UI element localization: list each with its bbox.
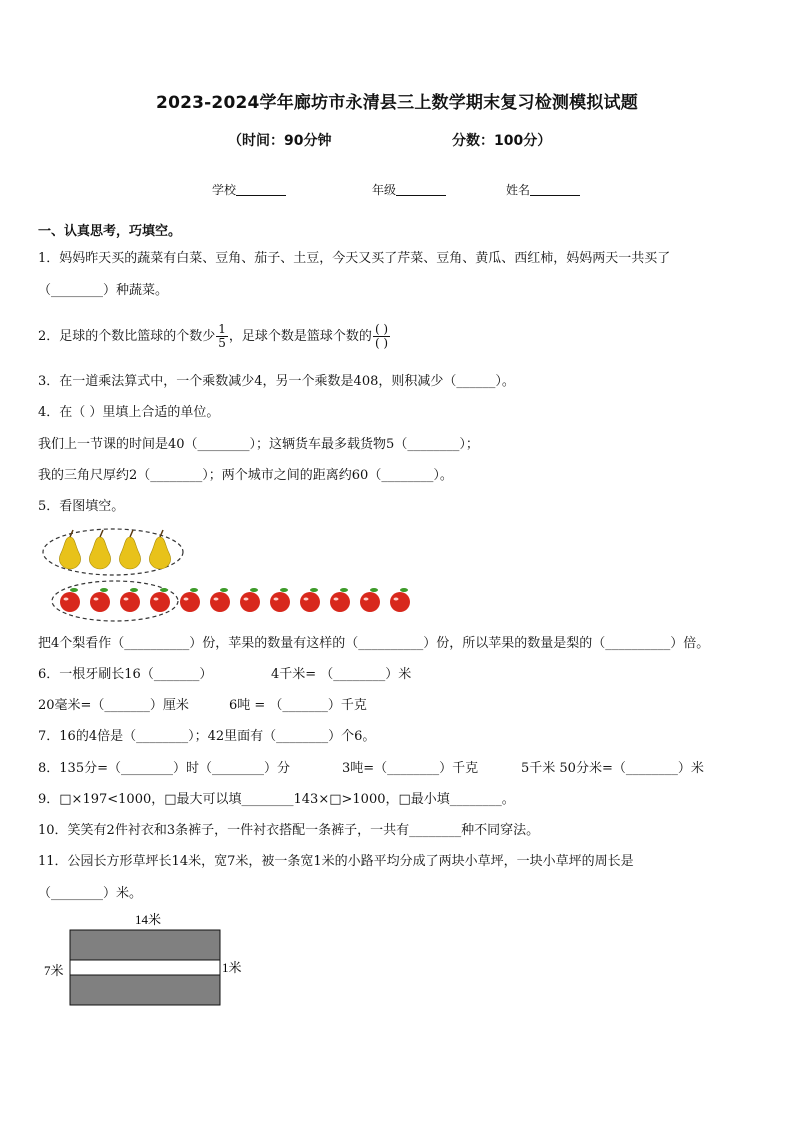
- question-5: 5．看图填空。: [38, 499, 125, 514]
- grade-field: [372, 181, 446, 198]
- pear-group: [59, 530, 170, 569]
- lawn-top-block: [70, 930, 220, 960]
- apple-icon: [270, 588, 290, 612]
- question-6-b: 4千米= （________）米: [271, 667, 412, 682]
- apple-icon: [390, 588, 410, 612]
- section-heading: 一、认真思考，巧填空。: [38, 224, 182, 239]
- question-6-a: 6．一根牙刷长16（_______）: [38, 667, 213, 682]
- name-label: 姓名: [506, 183, 531, 197]
- school-blank: [236, 183, 286, 196]
- pear-icon: [89, 530, 110, 569]
- apple-icon: [330, 588, 350, 612]
- grade-blank: [396, 183, 446, 196]
- time-label: （时间：90分钟: [228, 133, 332, 149]
- apple-icon: [60, 588, 80, 612]
- question-8-b: 3吨=（________）千克: [342, 761, 479, 776]
- path-strip: [70, 960, 220, 975]
- answer-numerator: ( ): [374, 322, 389, 336]
- question-2-text-b: ，足球个数是篮球个数的: [228, 329, 372, 344]
- question-6-c: 20毫米=（_______）厘米: [38, 698, 189, 713]
- question-10: 10．笑笑有2件衬衣和3条裤子，一件衬衣搭配一条裤子，一共有________种不同穿法。: [38, 823, 540, 838]
- pears-apples-figure: [40, 525, 420, 625]
- question-4-line-a: 我们上一节课的时间是40（________）；这辆货车最多载货物5（________）；: [38, 437, 479, 452]
- question-9: 9．□×197<1000，□最大可以填________143×□>1000，□最小填________。: [38, 792, 515, 807]
- fraction-one-fifth: [216, 323, 228, 350]
- question-5-answer: 把4个梨看作（__________）份，苹果的数量有这样的（__________）份，所以苹果的数量是梨的（__________）倍。: [38, 636, 710, 651]
- question-2-text-a: 2．足球的个数比篮球的个数少: [38, 329, 216, 344]
- question-11-line-2: （________）米。: [38, 886, 143, 901]
- question-11-line-1: 11．公园长方形草坪长14米，宽7米，被一条宽1米的小路平均分成了两块小草坪，一块小草坪的周长是: [38, 854, 634, 869]
- answer-fraction: [373, 323, 390, 350]
- question-3: 3．在一道乘法算式中，一个乘数减少4，另一个乘数是408，则积减少（______）。: [38, 374, 515, 389]
- name-field: [506, 181, 580, 198]
- apple-icon: [240, 588, 260, 612]
- question-1-line-2: （________）种蔬菜。: [38, 283, 169, 298]
- lawn-figure: [40, 908, 260, 1013]
- apple-icon: [300, 588, 320, 612]
- school-field: [212, 181, 286, 198]
- apple-icon: [210, 588, 230, 612]
- fraction-numerator: 1: [218, 322, 226, 336]
- question-8-c: 5千米 50分米=（________）米: [521, 761, 704, 776]
- lawn-width-label: 7米: [44, 963, 64, 978]
- pear-icon: [149, 530, 170, 569]
- question-4: 4．在（ ）里填上合适的单位。: [38, 405, 220, 420]
- question-4-line-b: 我的三角尺厚约2（________）；两个城市之间的距离约60（________）。: [38, 468, 453, 483]
- apple-icon: [120, 588, 140, 612]
- apple-icon: [180, 588, 200, 612]
- apple-icon: [90, 588, 110, 612]
- question-1-line-1: 1．妈妈昨天买的蔬菜有白菜、豆角、茄子、土豆，今天又买了芹菜、豆角、黄瓜、西红柿，妈妈两天一共买了: [38, 251, 671, 266]
- question-6-d: 6吨 = （_______）千克: [229, 698, 367, 713]
- question-2: [38, 320, 391, 354]
- grade-label: 年级: [372, 183, 397, 197]
- question-8-a: 8．135分=（________）时（________）分: [38, 761, 290, 776]
- score-label: 分数：100分）: [452, 133, 552, 149]
- lawn-length-label: 14米: [134, 912, 162, 927]
- page-title: 2023-2024学年廊坊市永清县三上数学期末复习检测模拟试题: [156, 93, 638, 113]
- lawn-bottom-block: [70, 975, 220, 1005]
- school-label: 学校: [212, 183, 237, 197]
- name-blank: [530, 183, 580, 196]
- question-7: 7．16的4倍是（________）；42里面有（________）个6。: [38, 729, 376, 744]
- path-width-label: 1米: [222, 960, 242, 975]
- apple-group: [60, 588, 410, 612]
- fraction-denominator: 5: [218, 336, 226, 350]
- pear-icon: [119, 530, 140, 569]
- answer-denominator: ( ): [374, 336, 389, 350]
- apple-icon: [360, 588, 380, 612]
- apple-icon: [150, 588, 170, 612]
